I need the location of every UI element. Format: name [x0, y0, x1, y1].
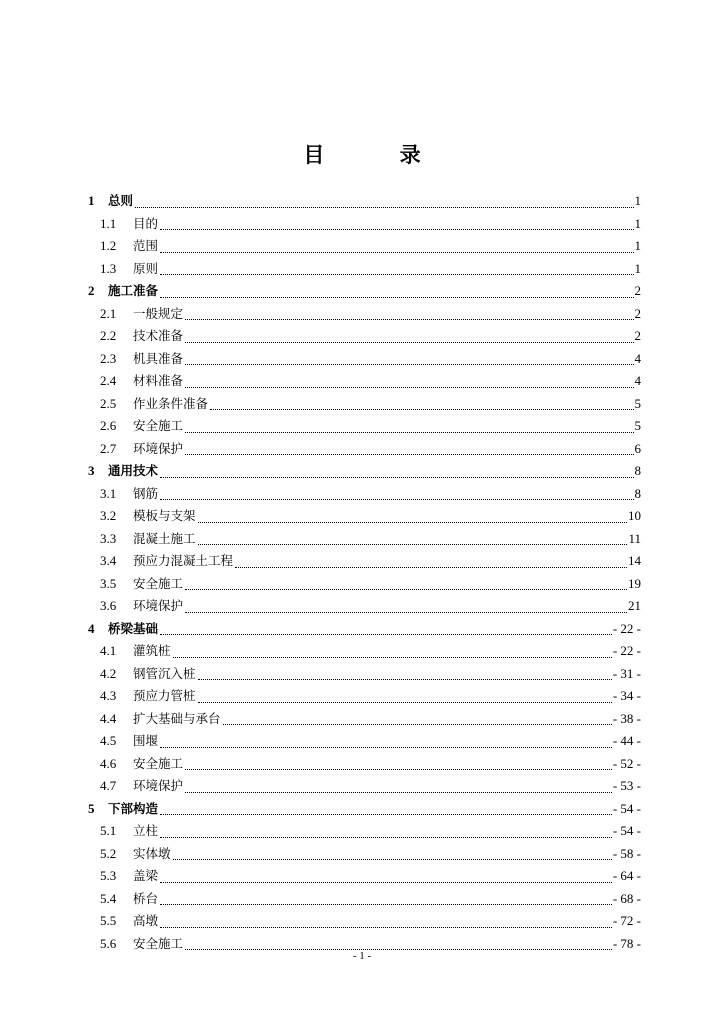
toc-entry-page: 2 — [634, 328, 641, 343]
toc-entry-number: 4.3 — [100, 688, 117, 703]
toc-entry-title: 安全施工 — [133, 935, 184, 951]
toc-dot-leader — [185, 791, 612, 793]
toc-entry-title: 通用技术 — [108, 463, 159, 478]
toc-entry-number: 5 — [88, 800, 95, 816]
toc-entry-page: - 72 - — [612, 913, 641, 928]
toc-entry-number: 5.3 — [100, 868, 117, 883]
toc-entry-number: 5.6 — [100, 935, 117, 951]
toc-dot-leader — [185, 386, 633, 388]
toc-entry-page: - 52 - — [612, 755, 641, 771]
toc-dot-leader — [160, 633, 612, 635]
page-number-footer: - 1 - — [352, 950, 372, 962]
toc-entry-number: 2.7 — [100, 440, 117, 456]
toc-entry-page: 21 — [628, 598, 641, 613]
toc-entry-title: 灌筑桩 — [133, 643, 171, 658]
toc-dot-leader — [223, 723, 612, 725]
toc-entry-number: 4 — [88, 620, 95, 636]
toc-entry-title: 安全施工 — [133, 575, 184, 591]
toc-entry-page: 1 — [634, 193, 641, 208]
toc-entry-title: 钢筋 — [133, 485, 159, 501]
toc-entry-page: - 58 - — [612, 845, 641, 861]
toc-entry[interactable] — [88, 685, 641, 708]
toc-entry-page: 4 — [634, 373, 641, 388]
toc-entry[interactable] — [88, 730, 641, 753]
toc-entry-title: 目的 — [133, 215, 159, 231]
toc-dot-leader — [160, 296, 633, 298]
toc-entry-number: 4.7 — [100, 778, 117, 793]
toc-entry-title: 下部构造 — [108, 800, 159, 816]
toc-entry-page: - 53 - — [612, 778, 641, 793]
toc-entry-number: 2.6 — [100, 418, 117, 433]
toc-entry-title: 预应力混凝土工程 — [133, 553, 234, 568]
toc-entry-page: 10 — [628, 508, 641, 523]
toc-entry-page: 1 — [634, 215, 641, 231]
toc-dot-leader — [160, 251, 633, 253]
toc-entry-page: - 64 - — [612, 868, 641, 883]
toc-dot-leader — [235, 566, 627, 568]
toc-entry[interactable] — [88, 325, 641, 348]
toc-entry-title: 一般规定 — [133, 305, 184, 321]
toc-dot-leader — [198, 543, 628, 545]
toc-entry[interactable] — [88, 663, 641, 686]
toc-entry-title: 高墩 — [133, 913, 159, 928]
toc-entry[interactable] — [88, 258, 641, 281]
toc-entry-number: 4.2 — [100, 665, 117, 681]
toc-entry-title: 立柱 — [133, 823, 159, 838]
toc-entry[interactable] — [88, 820, 641, 843]
toc-entry-title: 技术准备 — [133, 328, 184, 343]
toc-entry[interactable] — [88, 550, 641, 573]
toc-entry-page: 4 — [634, 350, 641, 366]
toc-entry-page: 8 — [634, 485, 641, 501]
toc-dot-leader — [198, 521, 627, 523]
toc-entry[interactable] — [88, 595, 641, 618]
toc-entry-page: - 22 - — [612, 643, 641, 658]
toc-entry-number: 5.5 — [100, 913, 117, 928]
toc-dot-leader — [160, 926, 612, 928]
toc-dot-leader — [160, 228, 633, 230]
toc-entry-page: - 38 - — [612, 710, 641, 726]
toc-dot-leader — [185, 341, 633, 343]
toc-entry-title: 围堰 — [133, 733, 159, 748]
toc-entry-number: 2.2 — [100, 328, 117, 343]
toc-entry-page: 1 — [634, 238, 641, 253]
toc-entry-title: 实体墩 — [133, 845, 171, 861]
toc-entry-number: 2 — [88, 283, 95, 298]
page-title: 目 录 — [303, 143, 455, 167]
toc-entry-title: 原则 — [133, 260, 159, 276]
toc-entry[interactable] — [88, 348, 641, 371]
toc-entry-page: 11 — [628, 530, 641, 546]
toc-entry[interactable] — [88, 483, 641, 506]
toc-entry-number: 3.6 — [100, 598, 117, 613]
toc-entry-title: 安全施工 — [133, 418, 184, 433]
toc-entry-title: 环境保护 — [133, 778, 184, 793]
toc-entry-title: 环境保护 — [133, 598, 184, 613]
toc-entry-title: 机具准备 — [133, 350, 184, 366]
toc-entry-page: - 44 - — [612, 733, 641, 748]
toc-dot-leader — [160, 746, 612, 748]
toc-entry-page: - 22 - — [612, 620, 641, 636]
toc-dot-leader — [160, 813, 612, 815]
toc-entry[interactable] — [88, 438, 641, 461]
toc-entry[interactable] — [88, 708, 641, 731]
toc-dot-leader — [160, 273, 633, 275]
toc-entry-page: 2 — [634, 283, 641, 298]
toc-entry-number: 2.1 — [100, 305, 117, 321]
toc-dot-leader — [160, 476, 633, 478]
toc-entry-number: 2.5 — [100, 395, 117, 411]
toc-entry-title: 盖梁 — [133, 868, 159, 883]
toc-entry-page: - 54 - — [612, 823, 641, 838]
toc-dot-leader — [185, 588, 627, 590]
toc-dot-leader — [160, 881, 612, 883]
toc-entry[interactable] — [88, 213, 641, 236]
toc-dot-leader — [185, 363, 633, 365]
toc-entry-title: 环境保护 — [133, 440, 184, 456]
toc-dot-leader — [198, 701, 612, 703]
toc-entry-page: 14 — [628, 553, 641, 568]
toc-entry-title: 总则 — [108, 193, 134, 208]
toc-entry-title: 材料准备 — [133, 373, 184, 388]
toc-entry-number: 4.5 — [100, 733, 117, 748]
toc-dot-leader — [185, 453, 633, 455]
toc-entry[interactable] — [88, 303, 641, 326]
toc-entry-number: 3.5 — [100, 575, 117, 591]
toc-entry[interactable] — [88, 640, 641, 663]
toc-entry-number: 1.1 — [100, 215, 117, 231]
toc-entry[interactable] — [88, 505, 641, 528]
toc-entry-title: 施工准备 — [108, 283, 159, 298]
toc-entry-page: 1 — [634, 260, 641, 276]
toc-dot-leader — [210, 408, 633, 410]
toc-entry[interactable] — [88, 393, 641, 416]
toc-dot-leader — [185, 768, 612, 770]
table-of-contents — [88, 190, 641, 955]
toc-entry-title: 扩大基础与承台 — [133, 710, 221, 726]
toc-entry-page: - 54 - — [612, 800, 641, 816]
toc-entry-number: 3.2 — [100, 508, 117, 523]
toc-entry-title: 混凝土施工 — [133, 530, 196, 546]
toc-entry[interactable] — [88, 843, 641, 866]
toc-entry-number: 4.1 — [100, 643, 117, 658]
toc-entry-page: - 78 - — [612, 935, 641, 951]
toc-entry-number: 4.4 — [100, 710, 117, 726]
toc-dot-leader — [135, 206, 633, 208]
toc-dot-leader — [160, 836, 612, 838]
toc-dot-leader — [173, 656, 612, 658]
toc-entry-page: - 68 - — [612, 890, 641, 906]
toc-entry[interactable] — [88, 753, 641, 776]
toc-entry-number: 5.2 — [100, 845, 117, 861]
toc-dot-leader — [173, 858, 612, 860]
toc-entry[interactable] — [88, 370, 641, 393]
toc-dot-leader — [160, 903, 612, 905]
toc-entry-page: 5 — [634, 418, 641, 433]
toc-entry-title: 模板与支架 — [133, 508, 196, 523]
toc-entry-title: 作业条件准备 — [133, 395, 209, 411]
toc-dot-leader — [185, 431, 633, 433]
toc-entry-number: 3 — [88, 463, 95, 478]
toc-entry-page: - 31 - — [612, 665, 641, 681]
toc-entry-page: 2 — [634, 305, 641, 321]
toc-entry-number: 3.4 — [100, 553, 117, 568]
toc-entry-title: 桥台 — [133, 890, 159, 906]
toc-entry-number: 1 — [88, 193, 95, 208]
toc-entry[interactable] — [88, 235, 641, 258]
toc-dot-leader — [198, 678, 612, 680]
toc-entry-page: 6 — [634, 440, 641, 456]
toc-entry-number: 1.2 — [100, 238, 117, 253]
toc-entry-title: 钢管沉入桩 — [133, 665, 196, 681]
toc-entry[interactable] — [88, 798, 641, 821]
toc-entry[interactable] — [88, 415, 641, 438]
toc-entry-number: 2.3 — [100, 350, 117, 366]
toc-entry-number: 5.4 — [100, 890, 117, 906]
toc-entry-title: 安全施工 — [133, 755, 184, 771]
toc-entry[interactable] — [88, 190, 641, 213]
toc-entry[interactable] — [88, 910, 641, 933]
toc-entry[interactable] — [88, 888, 641, 911]
toc-entry[interactable] — [88, 528, 641, 551]
toc-entry[interactable] — [88, 618, 641, 641]
toc-dot-leader — [160, 498, 633, 500]
toc-entry-page: - 34 - — [612, 688, 641, 703]
toc-entry-page: 19 — [628, 575, 641, 591]
toc-entry[interactable] — [88, 280, 641, 303]
toc-dot-leader — [185, 318, 633, 320]
toc-entry-title: 桥梁基础 — [108, 620, 159, 636]
toc-entry-number: 3.1 — [100, 485, 117, 501]
toc-entry-number: 1.3 — [100, 260, 117, 276]
toc-entry-number: 3.3 — [100, 530, 117, 546]
toc-entry-page: 5 — [634, 395, 641, 411]
toc-entry[interactable] — [88, 865, 641, 888]
toc-entry-title: 预应力管桩 — [133, 688, 196, 703]
toc-dot-leader — [185, 611, 627, 613]
toc-entry-number: 2.4 — [100, 373, 117, 388]
toc-entry[interactable] — [88, 460, 641, 483]
toc-entry[interactable] — [88, 775, 641, 798]
toc-entry-number: 4.6 — [100, 755, 117, 771]
toc-entry-page: 8 — [634, 463, 641, 478]
toc-entry-number: 5.1 — [100, 823, 117, 838]
toc-entry-title: 范围 — [133, 238, 159, 253]
toc-entry[interactable] — [88, 573, 641, 596]
